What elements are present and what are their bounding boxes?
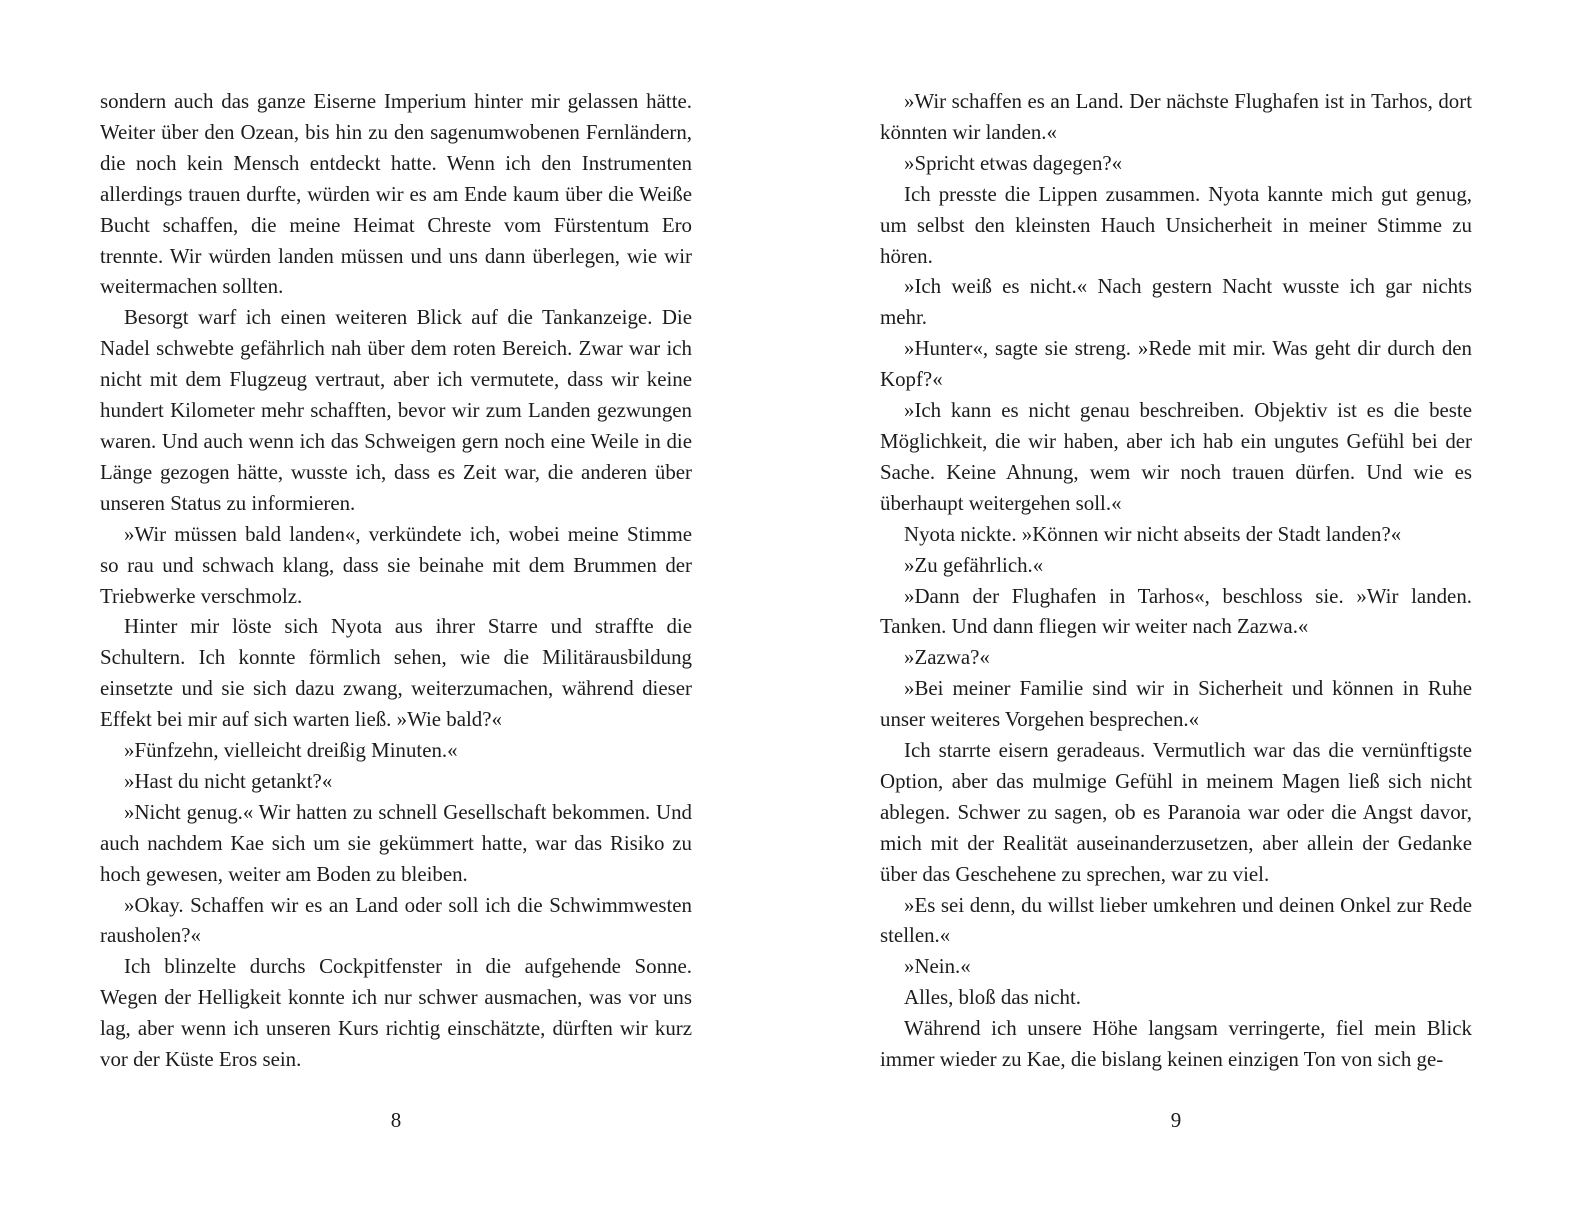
paragraph: Ich presste die Lippen zusammen. Nyota kannte mich gut genug, um selbst den kleinsten Hauch Unsicherheit in meiner Stimme zu hören. xyxy=(880,181,1472,268)
paragraph: »Zazwa?« xyxy=(904,645,990,670)
page-number: 9 xyxy=(1170,1108,1182,1132)
paragraph: Während ich unsere Höhe langsam verringerte, fiel mein Blick immer wieder zu Kae, die bislang keinen einzigen Ton von sich ge- xyxy=(880,1016,1472,1072)
right-page-text xyxy=(880,86,1472,1075)
paragraph: »Zu gefährlich.« xyxy=(904,552,1044,577)
page-number: 8 xyxy=(390,1108,402,1132)
paragraph: Ich blinzelte durchs Cockpitfenster in die aufgehende Sonne. Wegen der Helligkeit konnte ich nur schwer ausmachen, was vor uns lag, aber wenn ich unseren Kurs richtig einschätzte, dürften wir kurz vor der Küste Eros sein. xyxy=(100,954,692,1072)
paragraph: Alles, bloß das nicht. xyxy=(904,985,1081,1010)
paragraph: Hinter mir löste sich Nyota aus ihrer Starre und straffte die Schultern. Ich konnte förmlich sehen, wie die Militärausbildung einsetzte und sie sich dazu zwang, weiterzumachen, während dieser Effekt bei mir auf sich warten ließ. »Wie bald?« xyxy=(100,614,692,732)
paragraph: »Bei meiner Familie sind wir in Sicherheit und können in Ruhe unser weiteres Vorgehen besprechen.« xyxy=(880,676,1472,732)
paragraph: »Nein.« xyxy=(904,954,971,979)
left-page xyxy=(100,86,692,1186)
paragraph: Ich starrte eisern geradeaus. Vermutlich war das die vernünftigste Option, aber das mulmige Gefühl in meinem Magen ließ sich nicht ablegen. Schwer zu sagen, ob es Paranoia war oder die Angst davor, mich mit der Realität auseinanderzusetzen, aber allein der Gedanke über das Geschehene zu sprechen, war zu viel. xyxy=(880,738,1472,886)
paragraph: »Fünfzehn, vielleicht dreißig Minuten.« xyxy=(124,738,458,763)
right-page xyxy=(880,86,1472,1186)
paragraph: »Wir schaffen es an Land. Der nächste Flughafen ist in Tarhos, dort könnten wir landen.« xyxy=(880,89,1472,144)
paragraph: »Spricht etwas dagegen?« xyxy=(904,150,1123,175)
paragraph: sondern auch das ganze Eiserne Imperium hinter mir gelassen hätte. Weiter über den Ozean, bis hin zu den sagenumwobenen Fernländern, die noch kein Mensch entdeckt hatte. Wenn ich den Instrumenten allerdings trauen durfte, würden wir es am Ende kaum über die Weiße Bucht schaffen, die meine Heimat Chreste vom Fürstentum Ero trennte. Wir würden landen müssen und uns dann überlegen, wie wir weitermachen sollten. xyxy=(100,89,692,299)
paragraph: »Hast du nicht getankt?« xyxy=(124,768,333,793)
paragraph: »Nicht genug.« Wir hatten zu schnell Gesellschaft bekommen. Und auch nachdem Kae sich um sie gekümmert hatte, war das Risiko zu hoch gewesen, weiter am Boden zu bleiben. xyxy=(100,799,692,886)
paragraph: »Es sei denn, du willst lieber umkehren und deinen Onkel zur Rede stellen.« xyxy=(880,892,1472,948)
paragraph: »Hunter«, sagte sie streng. »Rede mit mir. Was geht dir durch den Kopf?« xyxy=(880,336,1472,392)
paragraph: »Ich weiß es nicht.« Nach gestern Nacht wusste ich gar nichts mehr. xyxy=(880,274,1472,330)
paragraph: »Okay. Schaffen wir es an Land oder soll ich die Schwimmwesten rausholen?« xyxy=(100,892,692,948)
paragraph: Besorgt warf ich einen weiteren Blick auf die Tankanzeige. Die Nadel schwebte gefährlich nah über dem roten Bereich. Zwar war ich nicht mit dem Flugzeug vertraut, aber ich vermutete, dass wir keine hundert Kilometer mehr schafften, bevor wir zum Landen gezwungen waren. Und auch wenn ich das Schweigen gern noch eine Weile in die Länge gezogen hätte, wusste ich, dass es Zeit war, die anderen über unseren Status zu informieren. xyxy=(100,305,692,515)
paragraph: »Dann der Flughafen in Tarhos«, beschloss sie. »Wir landen. Tanken. Und dann fliegen wir weiter nach Zazwa.« xyxy=(880,583,1472,639)
paragraph: »Wir müssen bald landen«, verkündete ich, wobei meine Stimme so rau und schwach klang, dass sie beinahe mit dem Brummen der Triebwerke verschmolz. xyxy=(100,521,692,608)
paragraph: »Ich kann es nicht genau beschreiben. Objektiv ist es die beste Möglichkeit, die wir haben, aber ich hab ein ungutes Gefühl bei der Sache. Keine Ahnung, wem wir noch trauen dürfen. Und wie es überhaupt weitergehen soll.« xyxy=(880,398,1472,515)
paragraph: Nyota nickte. »Können wir nicht abseits der Stadt landen?« xyxy=(904,521,1402,546)
left-page-text xyxy=(100,86,692,1075)
